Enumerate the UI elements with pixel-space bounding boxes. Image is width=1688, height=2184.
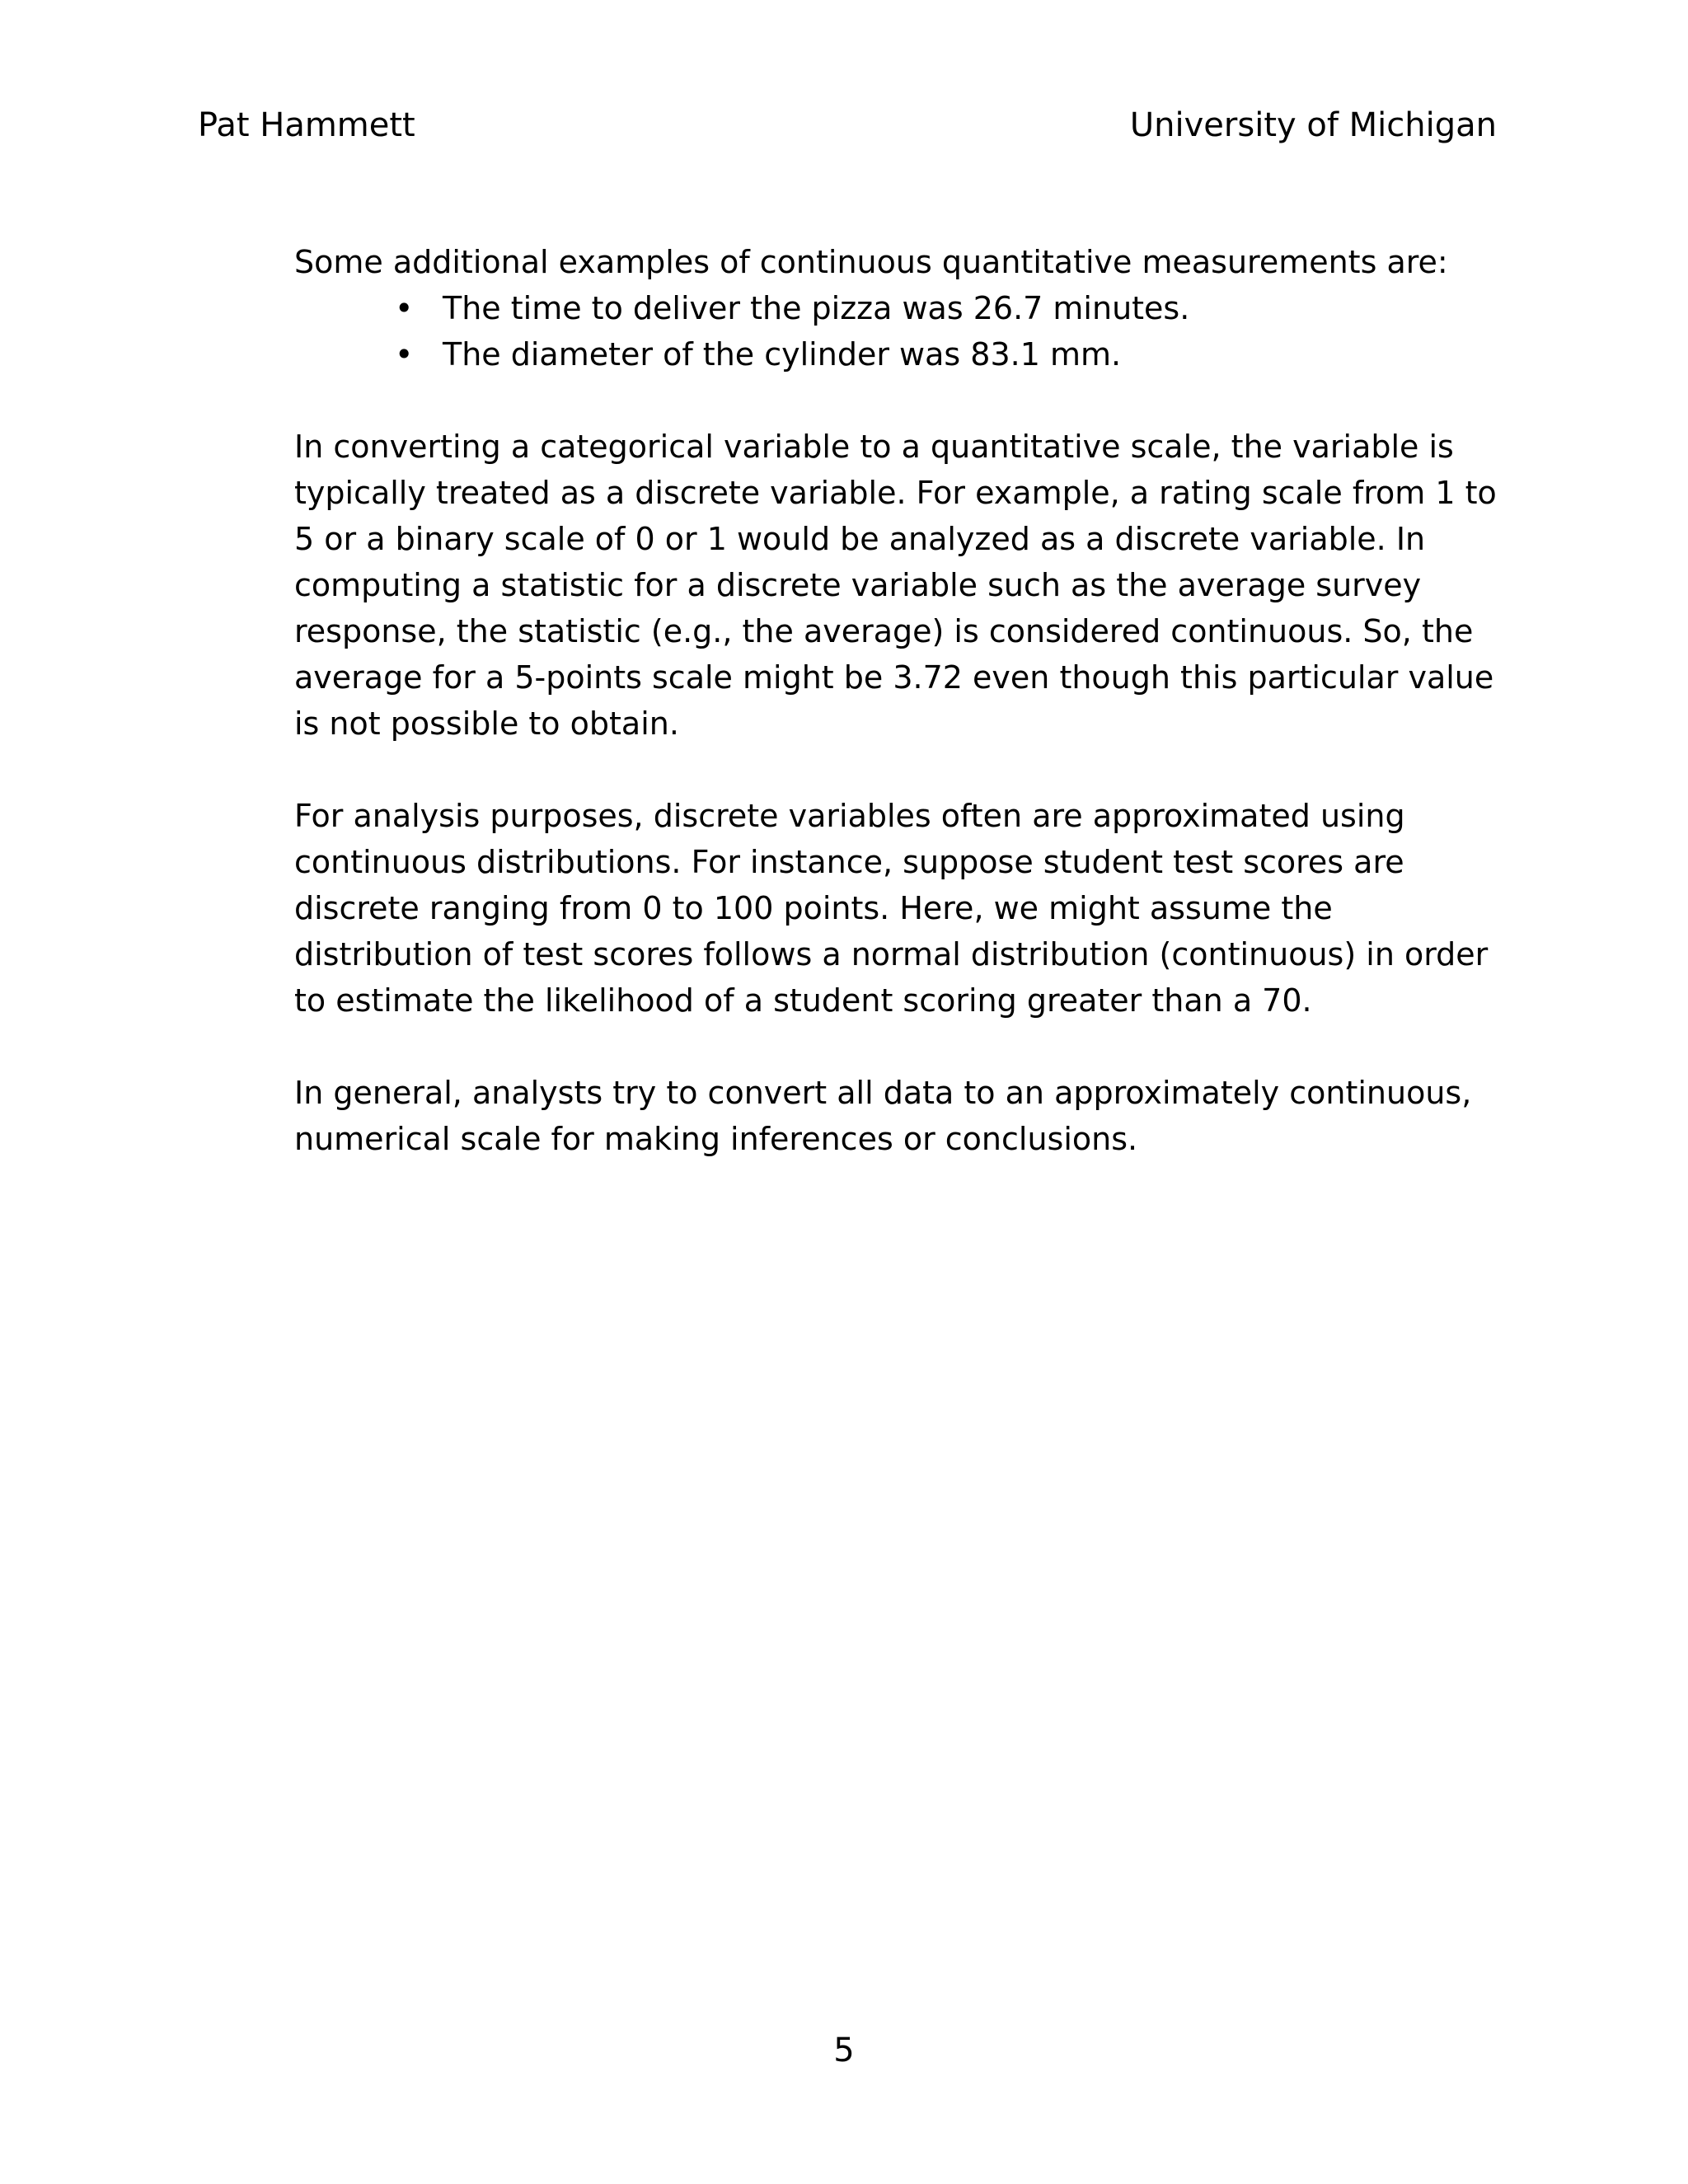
paragraph-general-conclusion: In general, analysts try to convert all data to an approximately continuous, numerical scale for making inferences or conclusions. xyxy=(294,1075,1472,1157)
header-institution: University of Michigan xyxy=(1129,106,1497,144)
bullet-list xyxy=(294,285,1498,377)
bullet-icon: • xyxy=(395,336,414,373)
paragraph-analysis-purposes: For analysis purposes, discrete variables often are approximated using continuous distributions. For instance, suppose student test scores are discrete ranging from 0 to 100 points. Here, we might assume the distribution of test scores follows a normal distribution (continuous) in order to estimate the likelihood of a student scoring greater than a 70. xyxy=(294,798,1489,1019)
list-item-text: The diameter of the cylinder was 83.1 mm. xyxy=(443,336,1122,373)
paragraph-categorical-conversion: In converting a categorical variable to a quantitative scale, the variable is typically treated as a discrete variable. For example, a rating scale from 1 to 5 or a binary scale of 0 or 1 would be analyzed as a discrete variable. In computing a statistic for a discrete variable such as the average survey response, the statistic (e.g., the average) is considered continuous. So, the average for a 5-points scale might be 3.72 even though this particular value is not possible to obtain. xyxy=(294,429,1497,742)
bullet-icon: • xyxy=(395,290,414,326)
list-item xyxy=(294,331,1498,377)
page-number: 5 xyxy=(833,2032,855,2069)
body-content xyxy=(294,239,1498,1208)
intro-paragraph: Some additional examples of continuous quantitative measurements are: xyxy=(294,244,1448,280)
header-author: Pat Hammett xyxy=(198,106,415,144)
list-item xyxy=(294,285,1498,331)
page-header xyxy=(198,102,1497,148)
list-item-text: The time to deliver the pizza was 26.7 minutes. xyxy=(443,290,1190,326)
